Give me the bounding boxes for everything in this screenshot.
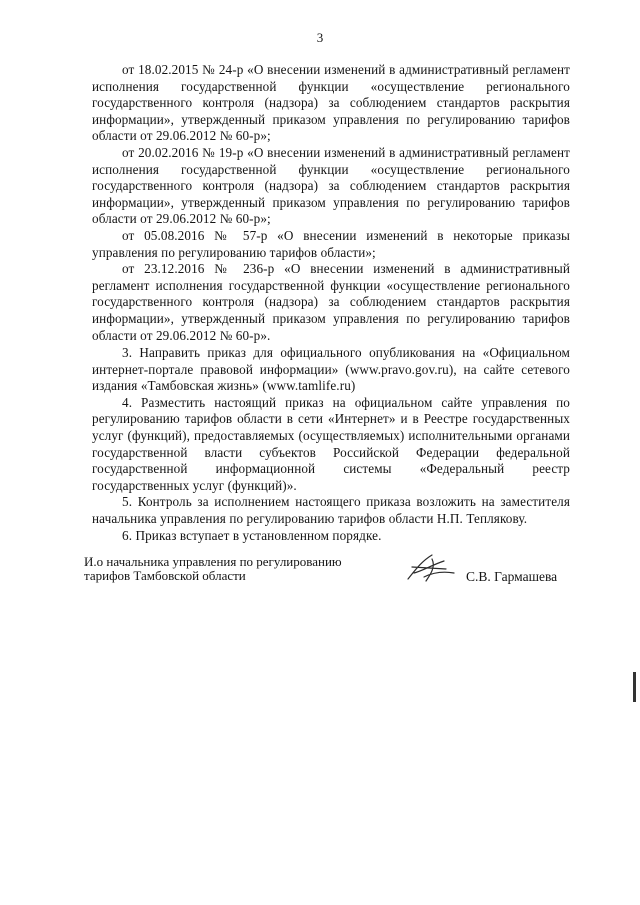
signatory-name: С.В. Гармашева: [466, 569, 558, 584]
signatory-title-line-1: И.о начальника управления по регулированию: [84, 554, 342, 569]
signatory-title: [84, 555, 384, 583]
paragraph-order-2015-24: от 18.02.2015 № 24-р «О внесении изменений в административный регламент исполнения государственной функции «осуществление регионального государственного контроля (надзора) за соблюдением стандартов раскрытия информации», утвержденный приказом управления по регулированию тарифов области от 29.06.2012 № 60-р»;: [92, 62, 570, 144]
paragraph-item-3: 3. Направить приказ для официального опубликования на «Официальном интернет-портале правовой информации» (www.pravo.gov.ru), на сайте сетевого издания «Тамбовская жизнь» (www.tamlife.ru): [92, 345, 570, 394]
paragraph-item-5: 5. Контроль за исполнением настоящего приказа возложить на заместителя начальника управления по регулированию тарифов области Н.П. Теплякову.: [92, 494, 570, 527]
page-number: 3: [316, 30, 324, 45]
paragraph-order-2016-19: от 20.02.2016 № 19-р «О внесении изменений в административный регламент исполнения государственной функции «осуществление регионального государственного контроля (надзора) за соблюдением стандартов раскрытия информации», утвержденный приказом управления по регулированию тарифов области от 29.06.2012 № 60-р»;: [92, 144, 570, 227]
signature-block: [84, 555, 564, 595]
signatory-title-line-2: тарифов Тамбовской области: [84, 568, 246, 583]
document-body: [92, 62, 570, 544]
paragraph-item-6: 6. Приказ вступает в установленном порядке.: [122, 527, 382, 543]
paragraph-item-4: 4. Разместить настоящий приказ на официальном сайте управления по регулированию тарифов области в сети «Интернет» и в Реестре государственных услуг (функций), предоставляемых (осуществляемых) исполнительными органами государственной власти субъектов Российской Федерации федеральной государственной информационной системы «Федеральный реестр государственных услуг (функций)».: [92, 394, 570, 493]
paragraph-order-2016-57: от 05.08.2016 № 57-р «О внесении изменений в некоторые приказы управления по регулированию тарифов области»;: [92, 227, 570, 260]
handwritten-signature: [402, 551, 462, 585]
scan-edge-mark: [633, 672, 636, 702]
paragraph-order-2016-236: от 23.12.2016 № 236-р «О внесении изменений в административный регламент исполнения государственной функции «осуществление регионального государственного контроля (надзора) за соблюдением стандартов раскрытия информации», утвержденный приказом управления по регулированию тарифов области от 29.06.2012 № 60-р».: [92, 261, 570, 343]
